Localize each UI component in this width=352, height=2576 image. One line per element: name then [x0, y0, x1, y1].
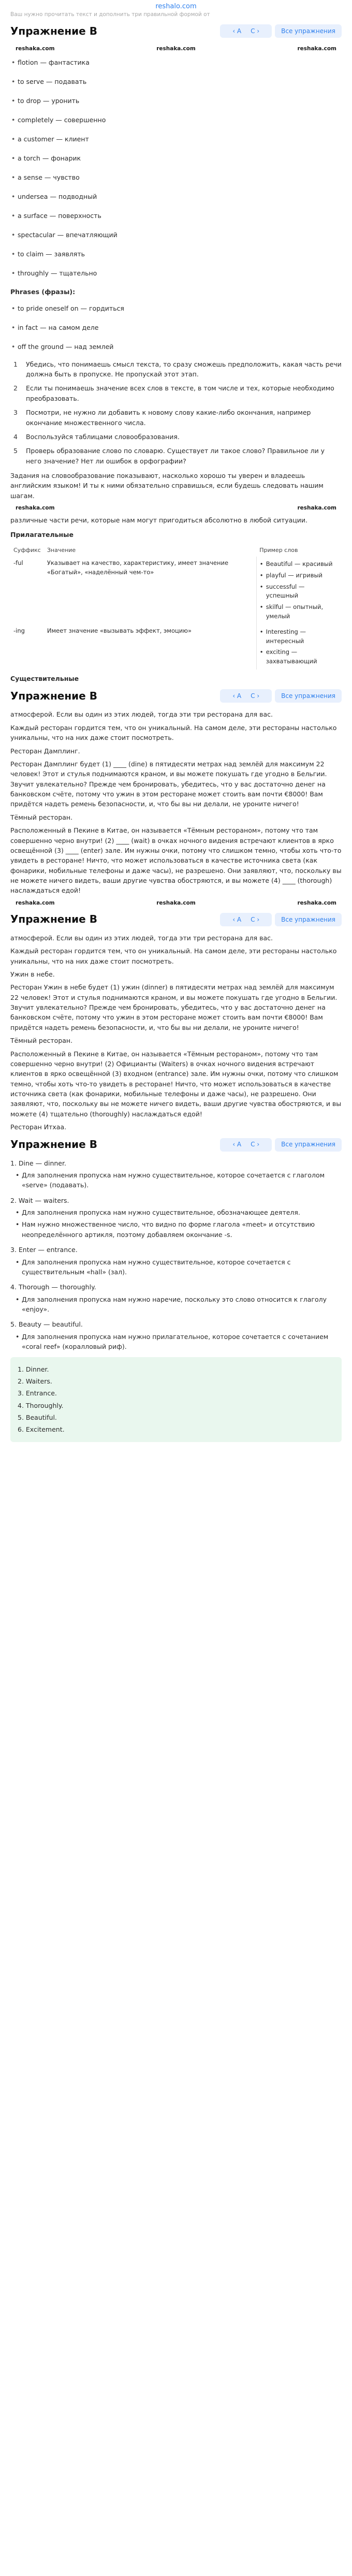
answer-question: 2. Wait — waiters. — [10, 1196, 69, 1204]
suffix-cell: -ful — [13, 559, 23, 566]
paragraph: Тёмный ресторан. — [10, 1037, 73, 1045]
list-item: • spectacular — впечатляющий — [10, 225, 342, 244]
paragraph: различные части речи, которые нам могут пригодиться абсолютно в любой ситуации. — [10, 516, 308, 525]
answer-question: 5. Beauty — beautiful. — [10, 1320, 83, 1329]
site-name[interactable]: reshalo.com — [155, 3, 197, 10]
list-item: 2. Waiters. — [18, 1377, 52, 1385]
list-item — [10, 1158, 342, 1190]
example-word: • Interesting — интересный — [260, 627, 339, 647]
meaning-cell: Указывает на качество, характеристику, имеет значение «Богатый», «наделённый чем-то» — [47, 559, 229, 576]
column-header: Значение — [47, 546, 76, 554]
answer-explanation: • Для заполнения пропуска нам нужно прилагательное, которое сочетается с сочетанием «coral reef» (коралловый риф). — [10, 1332, 342, 1352]
paragraph: Задания на словообразование показывают, насколько хорошо ты уверен и владеешь английским языком! И ты к ними обязательно справишься, если будешь следовать нашим шагам. — [10, 472, 324, 500]
list-item: 5 Проверь образование слово по словарю. Существует ли такое слово? Правильное ли у него значение? Нет ли ошибок в орфографии? — [13, 447, 325, 465]
watermark: reshaka.com — [297, 899, 336, 906]
exercise-title: Упражнение B — [10, 24, 97, 37]
list-item: • a torch — фонарик — [10, 149, 342, 168]
list-item: 3 Посмотри, не нужно ли добавить к новому слову какие-либо окончания, например окончание множественного числа. — [13, 409, 311, 427]
exercise-title: Упражнение B — [10, 689, 97, 702]
example-word: • skilful — опытный, умелый — [260, 602, 339, 622]
list-item: • to claim — заявлять — [10, 244, 342, 264]
list-item: 2 Если ты понимаешь значение всех слов в тексте, в том числе и тех, которые необходимо преобразовать. — [13, 384, 334, 402]
table-row — [10, 557, 342, 624]
list-item — [10, 1196, 342, 1240]
example-word: • successful — успешный — [260, 581, 339, 602]
explanations-list — [10, 1158, 342, 1352]
paragraph: Ресторан Итхаа. — [10, 1123, 67, 1131]
paragraph: атмосферой. Если вы один из этих людей, тогда эти три ресторана для вас. — [10, 710, 273, 719]
answer-explanation: • Для заполнения пропуска нам нужно существительное, которое сочетается с глаголом «serve» (подавать). — [10, 1170, 342, 1190]
watermark: reshaka.com — [16, 505, 55, 512]
paragraph: Расположенный в Пекине в Китае, он называется «Тёмным рестораном», потому что там совершенно черно внутри! (2) Официанты (Waiters) в очках ночного видения встречают клиентов в ярко освещённой (3) входном (entrance) зале. Им нужны очки, потому что слишком темно, чтобы хоть что-то увидеть в ресторане! Ничто, что может использоваться в качестве источника света (как фонарики, мобильные телефоны и даже часы), не разрешено. Они заявляют, что, поскольку вы не можете ничего видеть, ваши другие чувства обостряются, и вы можете (4) тщательно (thoroughly) наслаждаться едой! — [10, 1050, 342, 1118]
answer-question: 3. Enter — entrance. — [10, 1246, 78, 1254]
suffix-table — [10, 544, 342, 670]
exercise-switcher — [220, 689, 272, 703]
paragraph: Ресторан Дамплинг будет (1) ____ (dine) в пятидесяти метрах над землёй для максимум 22 человек! Этот и стулья поднимаются краном, и вы можете покушать где угодно в Бельгии. Звучит увлекательно? Прежде чем бронировать, убедитесь, что у вас достаточно денег на банковском счёте, потому что ужин в этом ресторане может стоить вам почти €8000! Вам придётся надеть ремень безопасности, и, что бы вы ни делали, не уроните ничего! — [10, 760, 327, 808]
column-header: Пример слов — [259, 546, 298, 554]
examples-cell — [256, 624, 342, 670]
answer-explanation: • Для заполнения пропуска нам нужно существительное, обозначающее деятеля. — [10, 1207, 342, 1217]
paragraph: Ресторан Дамплинг. — [10, 747, 80, 755]
next-exercise-button[interactable]: C › — [251, 915, 260, 923]
final-answers — [10, 1357, 342, 1442]
nouns-title: Существительные — [10, 675, 79, 683]
answer-question: 4. Thorough — thoroughly. — [10, 1283, 96, 1291]
list-item: 6. Excitement. — [18, 1425, 65, 1434]
list-item: • to serve — подавать — [10, 72, 342, 91]
phrases-list — [10, 299, 342, 357]
watermark: reshaka.com — [156, 899, 196, 906]
watermark-row — [10, 45, 342, 53]
list-item — [10, 1282, 342, 1314]
prev-exercise-button[interactable]: ‹ A — [232, 1141, 242, 1148]
list-item: • in fact — на самом деле — [10, 318, 342, 338]
exercise-switcher — [220, 913, 272, 926]
exercise-nav — [220, 24, 342, 38]
paragraph: атмосферой. Если вы один из этих людей, тогда эти три ресторана для вас. — [10, 934, 273, 942]
list-item — [10, 1319, 342, 1351]
list-item: • throughly — тщательно — [10, 264, 342, 283]
next-exercise-button[interactable]: C › — [251, 27, 260, 35]
paragraph: Ресторан Ужин в небе будет (1) ужин (dinner) в пятидесяти метрах над землёй для максимум 22 человек! Этот и стулья поднимаются краном, и вы можете покушать где угодно в Бельгии. Звучит увлекательно? Прежде чем бронировать, убедитесь, что у вас достаточно денег на банковском счёте, потому что ужин в этом ресторане может стоить вам почти €8000! Вам придётся надеть ремень безопасности, и, что бы вы ни делали, не уроните ничего! — [10, 983, 338, 1031]
list-item: • a sense — чувство — [10, 168, 342, 187]
list-item: • flotion — фантастика — [10, 53, 342, 72]
exercise-title: Упражнение B — [10, 913, 97, 926]
watermark-row — [10, 504, 342, 512]
watermark: reshaka.com — [297, 46, 336, 52]
example-word: • Beautiful — красивый — [260, 559, 339, 570]
exercise-header — [10, 911, 342, 928]
paragraph: Расположенный в Пекине в Китае, он называется «Тёмным рестораном», потому что там совершенно черно внутри! (2) ____ (wait) в очках ночного видения встречают клиентов в ярко освещённой (3) ____ (enter) зале. Им нужны очки, потому что слишком темно, чтобы хоть что-то увидеть в ресторане! Ничто, что может использоваться в качестве источника света (как фонарики, мобильные телефоны и даже часы), не разрешено. Они заявляют, что, поскольку вы не можете ничего видеть, ваши другие чувства обостряются, и вы можете (4) ____ (thorough) наслаждаться едой! — [10, 826, 342, 895]
suffix-cell: -ing — [13, 627, 25, 634]
answer-explanation: • Для заполнения пропуска нам нужно существительное, которое сочетается с существительным «hall» (зал). — [10, 1257, 342, 1277]
list-item: 4. Thoroughly. — [18, 1401, 64, 1409]
list-item: • a customer — клиент — [10, 129, 342, 149]
watermark-row — [10, 899, 342, 907]
exercise-switcher — [220, 1138, 272, 1152]
all-exercises-button[interactable]: Все упражнения — [275, 24, 342, 38]
paragraph: Ужин в небе. — [10, 970, 55, 978]
answer-question: 1. Dine — dinner. — [10, 1159, 66, 1167]
next-exercise-button[interactable]: C › — [251, 1141, 260, 1148]
exercise-nav — [220, 1138, 342, 1152]
all-exercises-button[interactable]: Все упражнения — [275, 689, 342, 703]
list-item: • to drop — уронить — [10, 91, 342, 110]
list-item: 5. Beautiful. — [18, 1414, 57, 1422]
example-word: • exciting — захватывающий — [260, 647, 339, 667]
exercise-title: Упражнение B — [10, 1138, 97, 1151]
steps-list — [10, 358, 342, 468]
exercise-header — [10, 1137, 342, 1153]
all-exercises-button[interactable]: Все упражнения — [275, 913, 342, 926]
list-item: 4 Воспользуйся таблицами словообразования. — [13, 432, 180, 441]
prev-exercise-button[interactable]: ‹ A — [232, 27, 242, 35]
adjectives-title: Прилагательные — [10, 530, 74, 539]
answer-explanation: • Нам нужно множественное число, что видно по форме глагола «meet» и отсутствию неопределённого артикля, поэтому добавляем окончание -s. — [10, 1219, 342, 1240]
phrases-title: Phrases (фразы): — [10, 288, 76, 296]
prev-exercise-button[interactable]: ‹ A — [232, 692, 242, 700]
table-row — [10, 624, 342, 670]
exercise-switcher — [220, 24, 272, 38]
next-exercise-button[interactable]: C › — [251, 692, 260, 700]
list-item: • off the ground — над землей — [10, 338, 342, 357]
exercise-nav — [220, 689, 342, 703]
list-item — [10, 1245, 342, 1277]
list-item: 1 Убедись, что понимаешь смысл текста, то сразу сможешь предположить, какая часть речи должна быть в пропуске. Не пропускай этот этап. — [13, 360, 342, 379]
vocabulary-list — [10, 53, 342, 283]
list-item: • undersea — подводный — [10, 187, 342, 206]
answer-explanation: • Для заполнения пропуска нам нужно наречие, поскольку это слово относится к глаголу «enjoy». — [10, 1294, 342, 1315]
paragraph: Тёмный ресторан. — [10, 813, 73, 821]
exercise-header — [10, 688, 342, 704]
prev-exercise-button[interactable]: ‹ A — [232, 915, 242, 923]
column-header: Суффикс — [13, 546, 41, 554]
list-item: • to pride oneself on — гордиться — [10, 299, 342, 318]
example-word: • playful — игривый — [260, 570, 339, 581]
watermark: reshaka.com — [16, 899, 55, 906]
examples-cell — [256, 557, 342, 624]
paragraph: Каждый ресторан гордится тем, что он уникальный. На самом деле, эти рестораны настолько уникальны, что на них даже стоит посмотреть. — [10, 723, 337, 742]
list-item: 3. Entrance. — [18, 1389, 57, 1398]
ghost-text: Ваш нужно прочитать текст и дополнить три правильной формой от — [10, 11, 210, 18]
all-exercises-button[interactable]: Все упражнения — [275, 1138, 342, 1152]
meaning-cell: Имеет значение «вызывать эффект, эмоцию» — [47, 627, 192, 634]
list-item: • completely — совершенно — [10, 110, 342, 129]
list-item: • a surface — поверхность — [10, 206, 342, 225]
watermark: reshaka.com — [156, 46, 196, 52]
exercise-header — [10, 23, 342, 39]
watermark: reshaka.com — [16, 46, 55, 52]
watermark: reshaka.com — [297, 505, 336, 512]
list-item: 1. Dinner. — [18, 1365, 49, 1373]
exercise-nav — [220, 913, 342, 926]
paragraph: Каждый ресторан гордится тем, что он уникальный. На самом деле, эти рестораны настолько уникальны, что на них даже стоит посмотреть. — [10, 947, 337, 965]
